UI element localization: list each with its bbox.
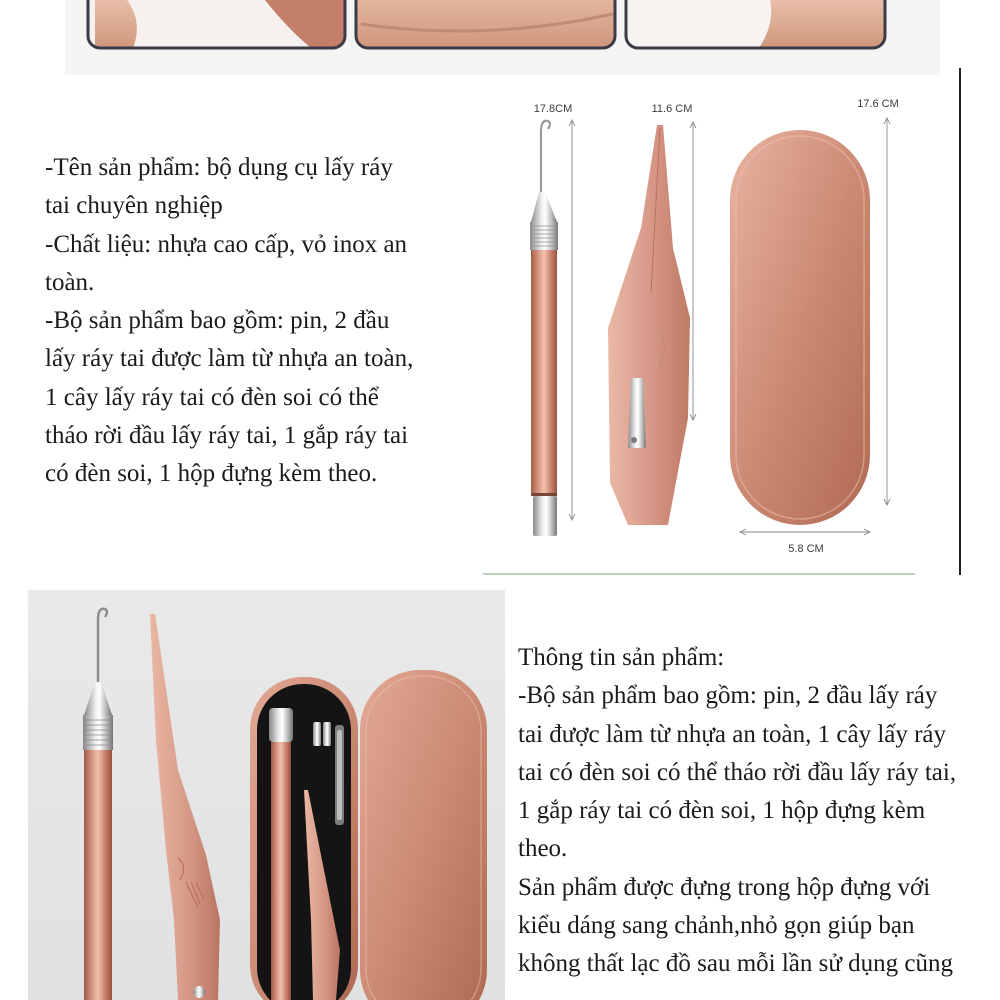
details-line: -Bộ sản phẩm bao gồm: pin, 2 đầu [45, 307, 390, 335]
tweezers-light-tip [628, 378, 646, 448]
case-lid-shell [360, 670, 487, 1000]
spare-tip [323, 722, 331, 746]
case-width-label: 5.8 CM [788, 543, 824, 555]
handle-body [84, 750, 112, 1000]
tweezers-led [193, 986, 205, 998]
product-info-text [518, 639, 956, 984]
stored-pick-cap [269, 708, 293, 742]
details-line: có đèn soi, 1 hộp đựng kèm theo. [45, 460, 378, 488]
case-lid [360, 670, 487, 1000]
handle-length-label: 17.8CM [533, 103, 573, 115]
case-length-label: 17.6 CM [857, 98, 899, 110]
info-line: không thất lạc đồ sau mỗi lần sử dụng cũng [518, 950, 954, 978]
usage-photo-strip [65, 0, 940, 75]
battery-cap [533, 496, 557, 536]
finger-shape [95, 0, 137, 48]
tweezers-led [631, 437, 637, 443]
usage-photo-3 [626, 0, 885, 48]
info-heading: Thông tin sản phẩm: [518, 644, 725, 671]
details-line: -Tên sản phẩm: bộ dụng cụ lấy ráy [45, 154, 393, 181]
product-details-text [45, 149, 413, 494]
case-base [250, 677, 358, 1000]
info-line: tai có đèn soi có thể tháo rời đầu lấy ráy tai, [518, 758, 957, 786]
details-line: tháo rời đầu lấy ráy tai, 1 gắp ráy tai [45, 422, 409, 450]
details-line: -Chất liệu: nhựa cao cấp, vỏ inox an [45, 230, 408, 258]
details-line: tai chuyên nghiệp [45, 192, 223, 220]
dimensions-diagram [483, 88, 915, 578]
info-line: kiểu dáng sang chảnh,nhỏ gọn giúp bạn [518, 912, 915, 940]
usage-photo-1 [88, 0, 345, 48]
handle-body [531, 250, 557, 494]
finger-shape [759, 0, 885, 48]
storage-case [730, 130, 870, 525]
vertical-divider [959, 68, 961, 575]
info-line: theo. [518, 835, 568, 863]
spare-tip [313, 722, 321, 746]
details-line: toàn. [45, 268, 95, 296]
info-line: Sản phẩm được đựng trong hộp đựng với [518, 873, 931, 901]
handle-seam [531, 493, 557, 496]
usage-photo-2 [356, 0, 615, 48]
stored-pick-body [271, 742, 291, 1000]
info-line: tai được làm từ nhựa an toàn, 1 cây lấy ráy [518, 720, 947, 748]
info-line: 1 gắp ráy tai có đèn soi, 1 hộp đựng kèm [518, 797, 926, 825]
product-set-photo [28, 590, 505, 1000]
details-line: 1 cây lấy ráy tai có đèn soi có thể [45, 383, 379, 411]
details-line: lấy ráy tai được làm từ nhựa an toàn, [45, 345, 414, 373]
spare-tip-holder-highlight [337, 730, 342, 820]
info-line: -Bộ sản phẩm bao gồm: pin, 2 đầu lấy ráy [518, 682, 938, 710]
tweezers-length-label: 11.6 CM [651, 103, 693, 115]
